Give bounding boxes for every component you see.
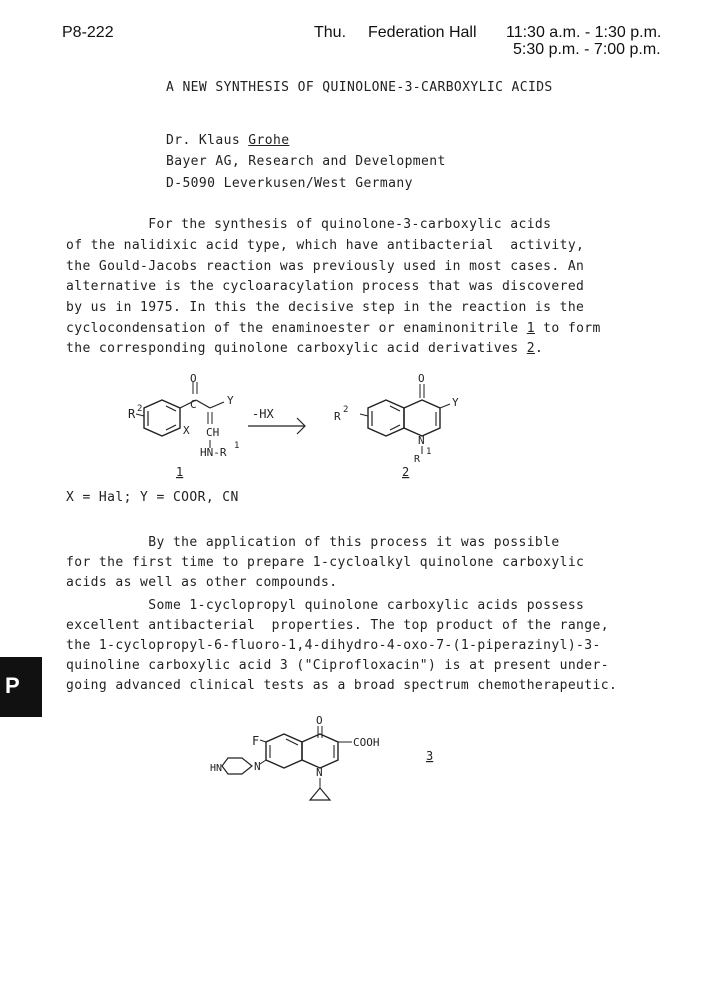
y-left: Y	[227, 394, 234, 407]
r2-right: R	[334, 410, 341, 423]
fluorine: F	[252, 734, 260, 748]
arrow-label: -HX	[252, 407, 274, 421]
oxygen: O	[316, 714, 323, 727]
r2-left: R	[128, 407, 136, 421]
para1-text: .	[534, 341, 544, 356]
para1-line: alternative is the cycloaracylation process that was discovered	[66, 279, 585, 294]
author-surname: Grohe	[248, 133, 290, 148]
r1-right-sup: 1	[426, 447, 432, 457]
quinolone-ring-left	[266, 734, 302, 768]
oxygen-right: O	[418, 372, 425, 385]
cyclopropyl-ring	[310, 788, 330, 800]
para3-line: excellent antibacterial properties. The top product of the range,	[66, 618, 609, 633]
benzene-ring-left	[144, 400, 180, 436]
compound-label-1: 1	[176, 465, 184, 479]
ring-nitrogen: N	[316, 766, 323, 779]
para1-line: For the synthesis of quinolone-3-carboxylic acids	[66, 217, 552, 232]
author-address: D-5090 Leverkusen/West Germany	[166, 176, 413, 191]
section-tab-letter: P	[5, 673, 20, 698]
pyridone-ring	[404, 400, 440, 436]
para1-text: to form	[534, 321, 601, 336]
r2-right-sup: 2	[343, 405, 349, 415]
para3-line: the 1-cyclopropyl-6-fluoro-1,4-dihydro-4-oxo-7-(1-piperazinyl)-3-	[66, 638, 601, 653]
r2-left-sup: 2	[137, 404, 143, 414]
x-left: X	[183, 424, 190, 437]
para3-line: quinoline carboxylic acid 3 ("Ciprofloxacin") is at present under-	[66, 658, 609, 673]
benzene-ring-right	[368, 400, 404, 436]
oxygen-left: O	[190, 372, 197, 385]
ciprofloxacin-structure	[210, 708, 450, 808]
quinolone-ring-right	[302, 734, 338, 768]
carbon-left: C	[190, 398, 197, 411]
author-prefix: Dr. Klaus	[166, 133, 249, 148]
compound-ref-1: 1	[526, 321, 535, 336]
session-time-1: 11:30 a.m. - 1:30 p.m.	[506, 24, 662, 41]
r1-right: R	[414, 454, 421, 465]
ch-left: CH	[206, 426, 220, 439]
session-time-2: 5:30 p.m. - 7:00 p.m.	[513, 41, 661, 58]
para1-line: of the nalidixic acid type, which have antibacterial activity,	[66, 238, 585, 253]
paper-title: A NEW SYNTHESIS OF QUINOLONE-3-CARBOXYLIC ACIDS	[166, 80, 553, 95]
reaction-scheme	[100, 370, 520, 490]
compound-label-3: 3	[426, 749, 434, 763]
section-tab	[0, 657, 42, 717]
hn-left: HN-R	[200, 446, 227, 459]
n-right: N	[418, 434, 425, 447]
y-right: Y	[452, 396, 459, 409]
compound-ref-2: 2	[526, 341, 535, 356]
para1-line: by us in 1975. In this the decisive step in the reaction is the	[66, 300, 585, 315]
para2-line: By the application of this process it was possible	[66, 535, 560, 550]
para2-line: for the first time to prepare 1-cycloalkyl quinolone carboxylic	[66, 555, 585, 570]
session-day: Thu.	[314, 24, 347, 41]
compound-label-2: 2	[402, 465, 410, 479]
para1-text: the corresponding quinolone carboxylic acid derivatives	[66, 341, 527, 356]
piperazine-ring	[222, 758, 252, 774]
para1-line: the Gould-Jacobs reaction was previously used in most cases. An	[66, 259, 585, 274]
para2-line: acids as well as other compounds.	[66, 575, 338, 590]
piperazine-nh: HN	[210, 763, 223, 774]
cooh-group: COOH	[353, 736, 380, 749]
reaction-conditions: X = Hal; Y = COOR, CN	[66, 490, 239, 505]
session-code: P8-222	[62, 24, 114, 41]
piperazine-nitrogen: N	[254, 760, 261, 773]
para1-line	[66, 321, 601, 336]
author-affiliation: Bayer AG, Research and Development	[166, 154, 446, 169]
hn-left-sup: 1	[234, 441, 240, 451]
para1-line	[66, 341, 543, 356]
para3-line: going advanced clinical tests as a broad spectrum chemotherapeutic.	[66, 678, 618, 693]
para1-text: cyclocondensation of the enaminoester or enaminonitrile	[66, 321, 527, 336]
author-name	[166, 133, 289, 148]
para3-line: Some 1-cyclopropyl quinolone carboxylic acids possess	[66, 598, 585, 613]
session-venue: Federation Hall	[368, 24, 477, 41]
